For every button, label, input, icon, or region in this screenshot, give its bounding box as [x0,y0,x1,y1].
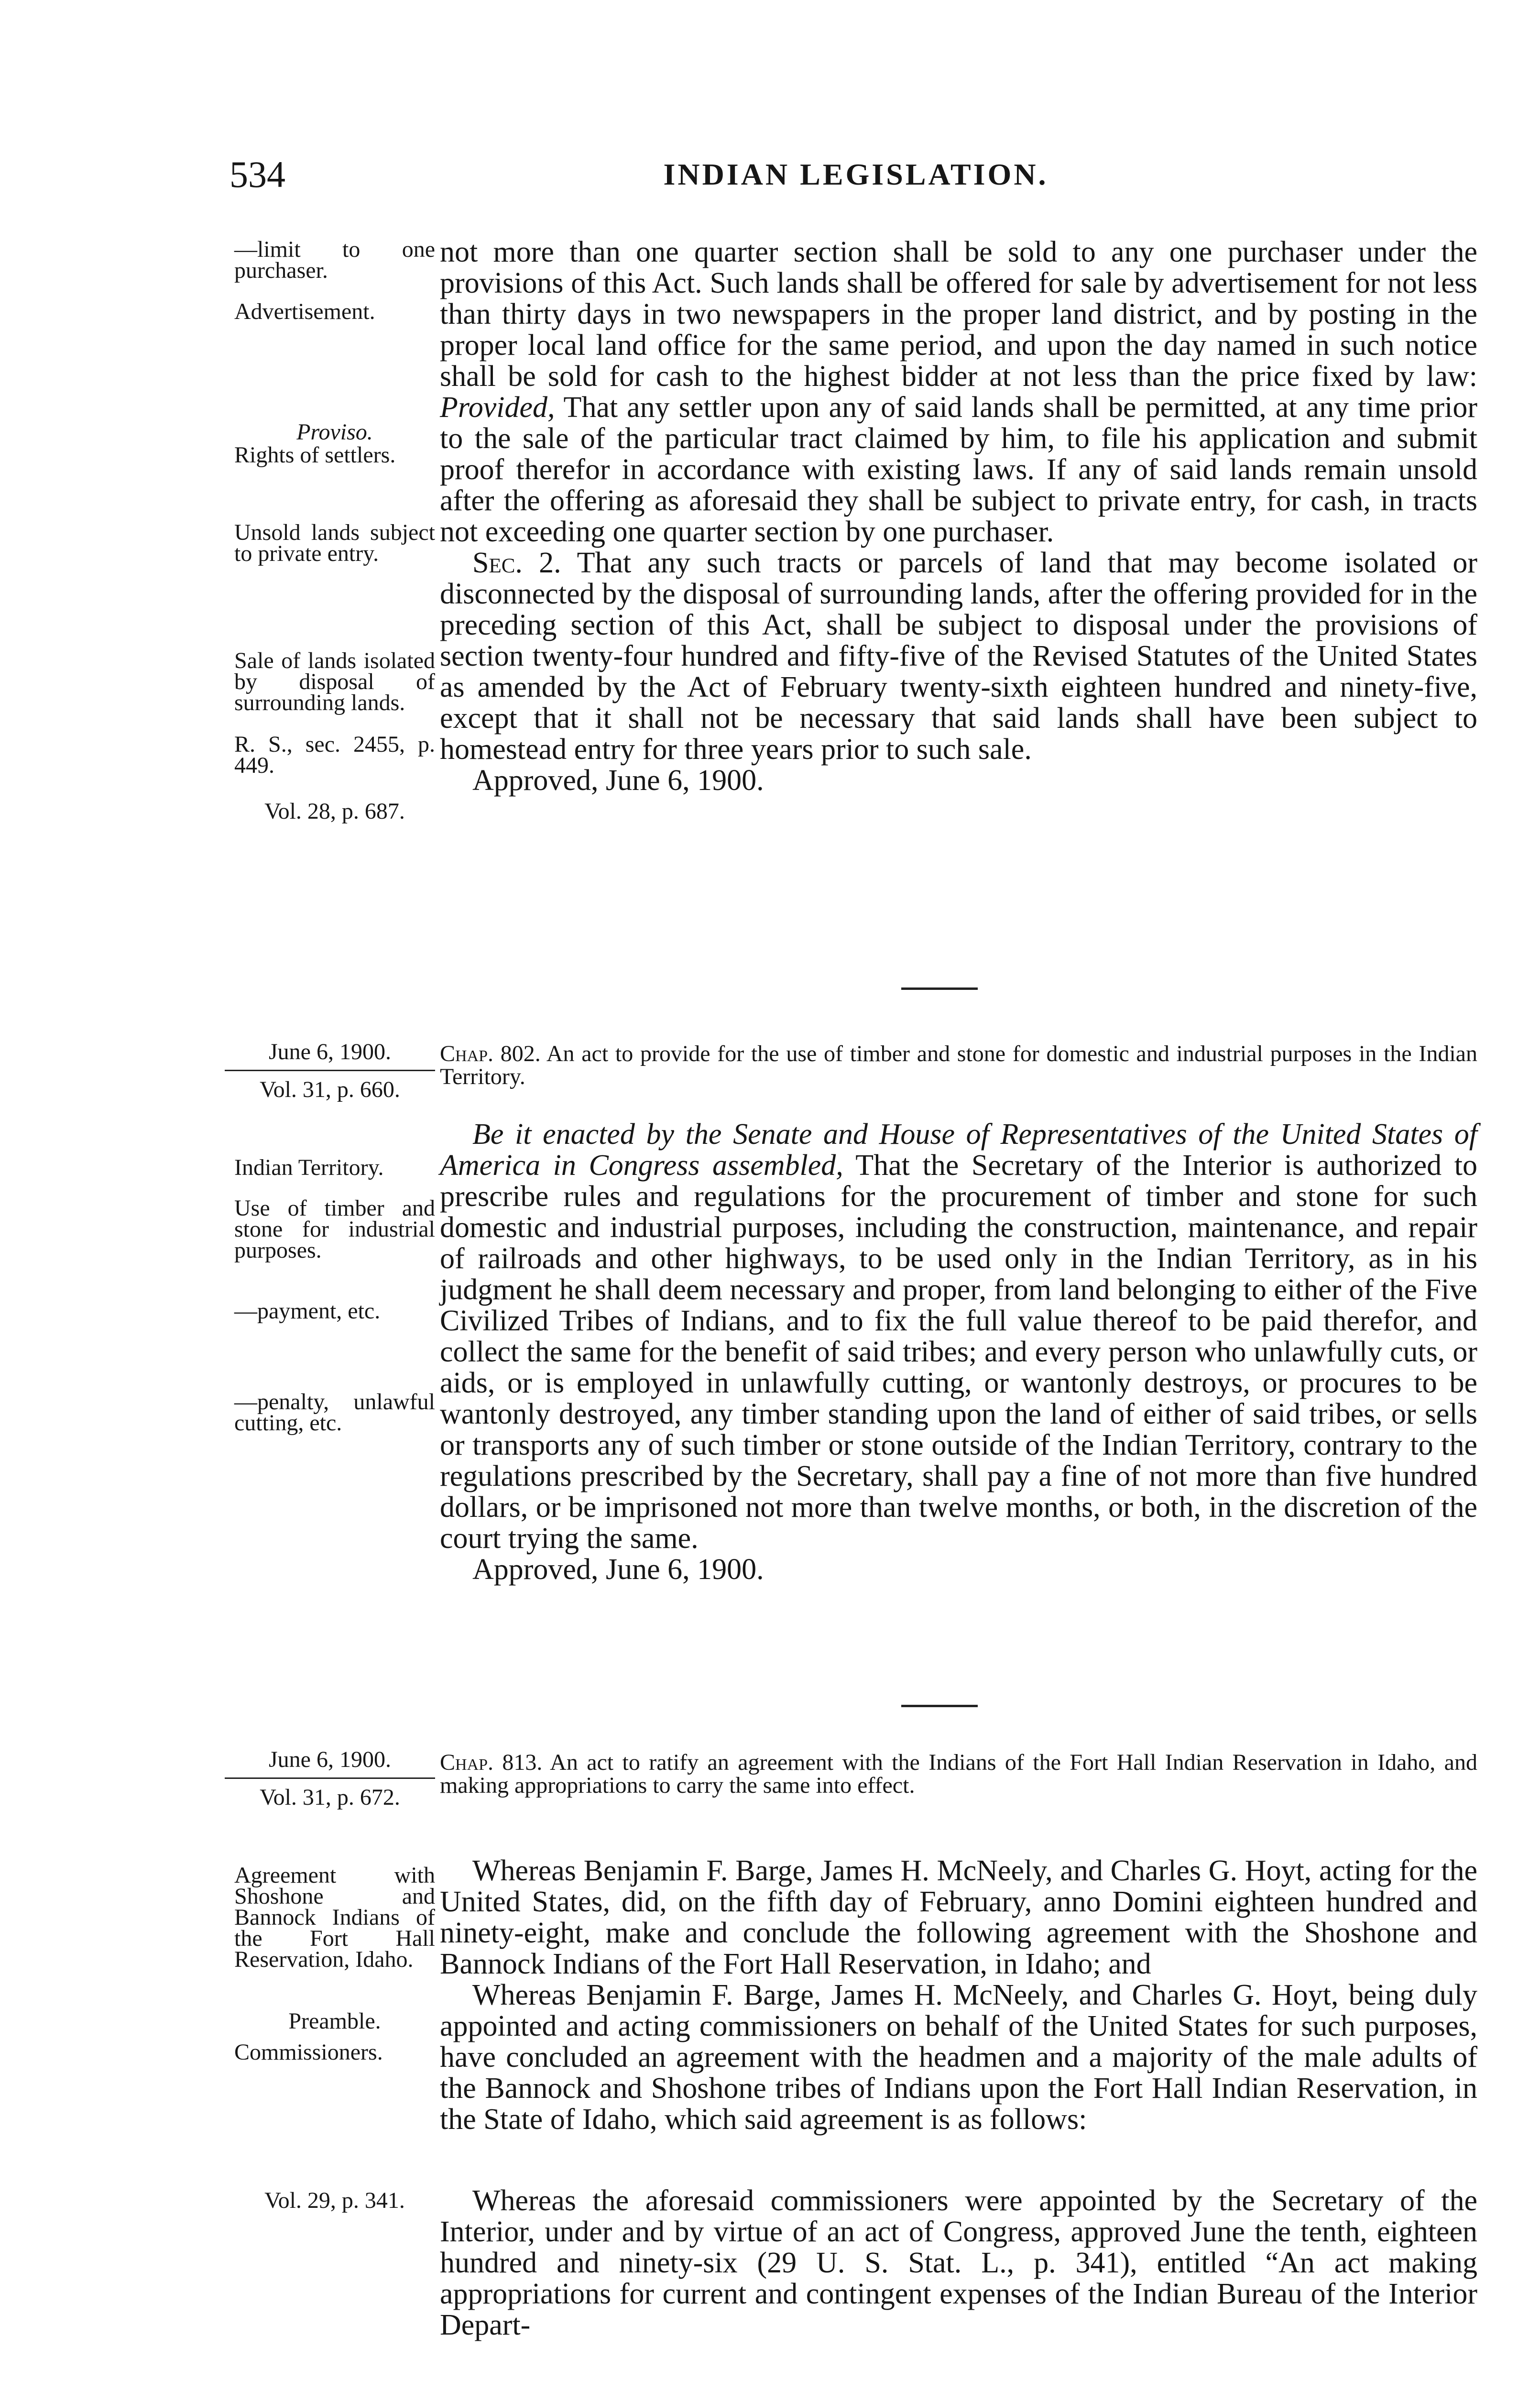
margin-note-proviso: Proviso. [296,419,373,445]
chap813-heading [440,1751,1477,1797]
chap802-vol: Vol. 31, p. 660. [260,1077,400,1102]
section-divider [901,987,978,990]
margin-note-advertisement: Advertisement. [234,299,375,324]
page-header [229,151,1530,198]
chap813-label: Chap. 813. [440,1750,543,1775]
margin-note-sale-of-lands: Sale of lands isolated by disposal of surrounding lands. [234,648,435,715]
paragraph-sec-2: Sec. 2. That any such tracts or parcels of land that may become isolated or disconnected by the disposal of surrounding lands, after the offering provided for in the preceding section of this Act, shall be subject to disposal under the provisions of section twenty-four hundred and fifty-five of the Revised Statutes of the United States as amended by the Act of February twenty-sixth eighteen hundred and ninety-five, except that it shall not be necessary that said lands shall have been subject to homestead entry for three years prior to such sale. [440,547,1477,766]
paragraph-offering: not more than one quarter section shall be sold to any one purchaser under the provisions of this Act. Such lands shall be offered for sale by advertisement for not less than thirty days in two newspapers in the proper land district, and by posting in the proper local land office for the same period, and upon the day named in such notice shall be sold for cash to the highest bidder at not less than the price fixed by law: Provided, That any settler upon any of said lands shall be permitted, at any time prior to the sale of the particular tract claimed by him, to file his application and submit proof therefor in accordance with existing laws. If any of said lands remain unsold after the offering as aforesaid they shall be subject to private entry, for cash, in tracts not exceeding one quarter section by one purchaser. [440,236,1477,548]
chap802-date: June 6, 1900. [269,1039,391,1064]
margin-note-commissioners: Commissioners. [234,2040,383,2065]
margin-note-use-of-timber: Use of timber and stone for industrial purposes. [234,1196,435,1263]
chap813-date-block [234,1748,426,1810]
margin-note-rights-of-settlers: Rights of settlers. [234,442,396,468]
margin-note-vol28: Vol. 28, p. 687. [264,799,405,824]
margin-note-rs-sec: R. S., sec. 2455, p. 449. [234,732,435,778]
margin-note-indian-territory: Indian Territory. [234,1155,384,1180]
margin-note-payment: —payment, etc. [234,1298,381,1324]
chap802-date-block [234,1040,426,1102]
chap813-text-continued [440,2185,1477,2341]
chap813-date: June 6, 1900. [269,1747,391,1772]
margin-note-limit: —limit to one purchaser. [234,237,435,283]
margin-note-penalty: —penalty, unlawful cutting, etc. [234,1389,435,1436]
chap813-text [440,1855,1477,2135]
chap802-text [440,1119,1477,1585]
margin-note-unsold-lands: Unsold lands subject to private entry. [234,520,435,566]
chap813-vol: Vol. 31, p. 672. [260,1785,400,1810]
chap802-date-divider [225,1070,435,1071]
section-divider-2 [901,1705,978,1707]
chap802-heading [440,1042,1477,1088]
approved-line-1: Approved, June 6, 1900. [472,764,764,797]
chap813-title: An act to ratify an agreement with the Indians of the Fort Hall Indian Reservation in Idaho, and making appropriations to carry the same into effect. [440,1750,1477,1798]
chap802-label: Chap. 802. [440,1041,541,1066]
margin-note-vol29: Vol. 29, p. 341. [264,2188,405,2213]
approved-line-2: Approved, June 6, 1900. [472,1553,764,1586]
margin-note-preamble: Preamble. [288,2008,381,2034]
margin-note-agreement: Agreement with Shoshone and Bannock Indians of the Fort Hall Reservation, Idaho. [234,1863,435,1972]
chap802-enacting-paragraph: Be it enacted by the Senate and House of Representatives of the United States of America in Congress assembled, That the Secretary of the Interior is authorized to prescribe rules and regulations for the procurement of timber and stone for such domestic and industrial purposes, including the construction, maintenance, and repair of railroads and other highways, to be used only in the Indian Territory, as in his judgment he shall deem necessary and proper, from land belonging to either of the Five Civilized Tribes of Indians, and to fix the full value thereof to be paid therefor, and collect the same for the benefit of said tribes; and every person who unlawfully cuts, or aids, or is employed in unlawfully cutting, or wantonly destroys, or procures to be wantonly destroyed, any timber standing upon the land of either of said tribes, or sells or transports any of such timber or stone outside of the Indian Territory, contrary to the regulations prescribed by the Secretary, shall pay a fine of not more than five hundred dollars, or be imprisoned not more than twelve months, or both, in the discretion of the court trying the same. [440,1118,1477,1555]
section-1-text [440,237,1477,796]
running-head: INDIAN LEGISLATION. [663,157,1049,191]
whereas-paragraph-3: Whereas the aforesaid commissioners were appointed by the Secretary of the Interior, under and by virtue of an act of Congress, approved June the tenth, eighteen hundred and ninety-six (29 U. S. Stat. L., p. 341), entitled “An act making appropriations for current and contingent expenses of the Indian Bureau of the Interior Depart- [440,2184,1477,2341]
chap813-date-divider [225,1777,435,1779]
chap802-title: An act to provide for the use of timber and stone for domestic and industrial purposes in the Indian Territory. [440,1041,1477,1089]
whereas-paragraph-1: Whereas Benjamin F. Barge, James H. McNeely, and Charles G. Hoyt, acting for the United States, did, on the fifth day of February, anno Domini eighteen hundred and ninety-eight, make and conclude the following agreement with the Shoshone and Bannock Indians of the Fort Hall Reservation, in Idaho; and [440,1854,1477,1980]
whereas-paragraph-2: Whereas Benjamin F. Barge, James H. McNeely, and Charles G. Hoyt, being duly appointed and acting commissioners on behalf of the United States for such purposes, have concluded an agreement with the headmen and a majority of the male adults of the Bannock and Shoshone tribes of Indians upon the Fort Hall Indian Reservation, in the State of Idaho, which said agreement is as follows: [440,1979,1477,2136]
page-number: 534 [229,154,285,195]
